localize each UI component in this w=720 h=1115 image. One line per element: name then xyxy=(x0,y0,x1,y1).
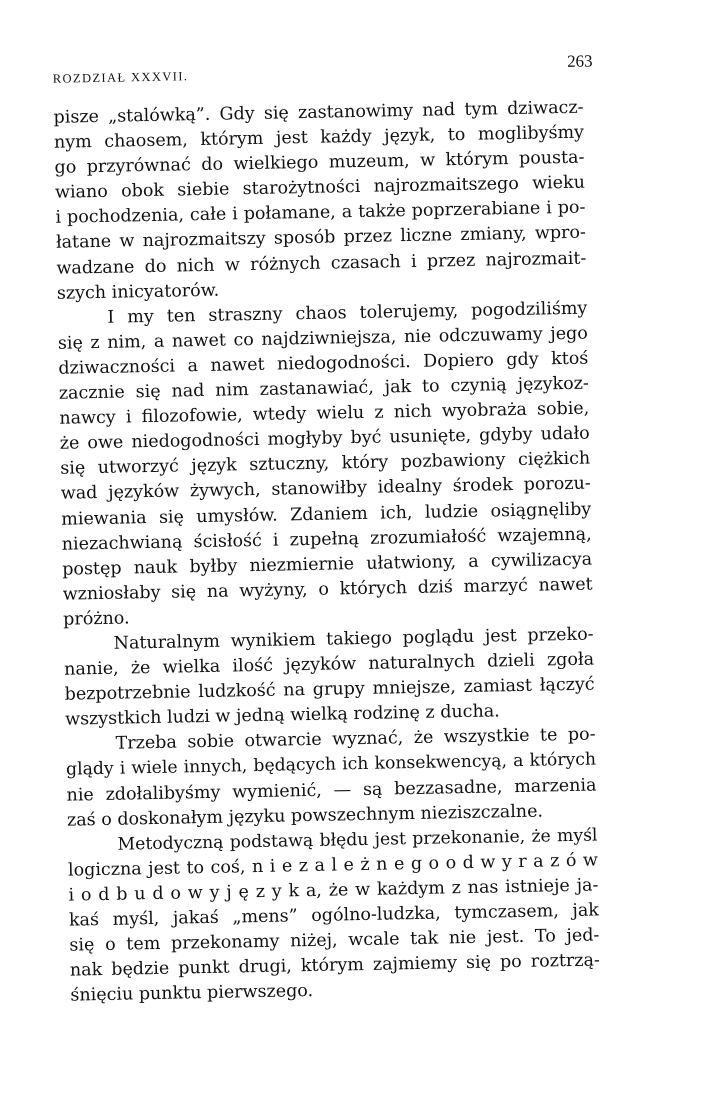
text-line: I my ten straszny chaos tolerujemy, pogodziliśmy xyxy=(107,298,588,328)
running-head: ROZDZIAŁ XXXVII. xyxy=(52,69,189,86)
text-line: się z nim, a nawet co najdziwniejsza, nie odczuwamy jego xyxy=(57,323,588,354)
text-line: wad języków żywych, stanowiłby idealny środek porozu‑ xyxy=(60,473,591,505)
text-line: nawcy i filozofowie, wtedy wielu z nich wyobraża sobie, xyxy=(59,398,590,429)
text-line: i pochodzenia, całe i połamane, a także poprzerabiane i po‑ xyxy=(55,197,586,229)
text-line: nanie, że wielka ilość języków naturalnych dzieli zgoła xyxy=(63,649,595,680)
text-line: dziwaczności a nawet niedogodności. Dopiero gdy ktoś xyxy=(58,348,589,379)
text-line: nym chaosem, którym jest każdy język, to moglibyśmy xyxy=(53,122,585,153)
text-line: bezpotrzebnie ludzkość na grupy mniejsze, zamiast łączyć xyxy=(64,674,595,705)
text-line: go przyrównać do wielkiego muzeum, w którym pousta‑ xyxy=(54,147,585,178)
text-line: glądy i wiele innych, będących ich konsekwencyą, a których xyxy=(65,749,597,781)
text-line: Naturalnym wynikiem takiego poglądu jest przeko‑ xyxy=(113,624,594,654)
text-line: nie zdołalibyśmy wymienić, — są bezzasadne, marzenia xyxy=(66,775,597,806)
text-line: szych inicyatorów. xyxy=(56,280,220,304)
text-line: że owe niedogodności mogłyby być usunięte, gdyby udało xyxy=(59,423,590,454)
page-header xyxy=(52,51,592,91)
text-line: kaś myśl, jakaś „mens” ogólno‑ludzka, tymczasem, jak xyxy=(68,900,600,931)
text-line: i o d b u d o w y j ę z y k a, że w każdym z nas istnieje ja‑ xyxy=(68,875,599,906)
text-line: wszystkich ludzi w jedną wielką rodzinę z ducha. xyxy=(64,701,500,730)
text-line: próżno. xyxy=(63,608,130,630)
text-line: Trzeba sobie otwarcie wyznać, że wszystkie te po‑ xyxy=(115,724,596,755)
text-line: wiano obok siebie starożytności najrozmaitszego wieku xyxy=(54,172,586,204)
text-line: wadzane do nich w różnych czasach i przez najrozmait‑ xyxy=(56,248,587,279)
text-line: się utworzyć język sztuczny, który pozbawiony ciężkich xyxy=(60,448,591,480)
text-line: Metodyczną podstawą błędu jest przekonanie, że myśl xyxy=(117,825,598,855)
text-line: niezachwianą ścisłość i zupełną zrozumiałość wzajemną, xyxy=(61,524,592,555)
text-line: śnięciu punktu pierwszego. xyxy=(70,981,314,1006)
text-line: nak będzie punkt drugi, którym zajmiemy się po roztrzą‑ xyxy=(69,950,601,981)
body-text xyxy=(53,96,600,1009)
text-line: pisze „stalówką”. Gdy się zastanowimy nad tym dziwacz‑ xyxy=(53,97,584,128)
text-line: zaś o doskonałym języku powszechnym nieziszczalne. xyxy=(66,801,544,831)
text-line: miewania się umysłów. Zdaniem ich, ludzie osiągnęliby xyxy=(61,499,592,530)
text-line: wzniosłaby się na wyżyny, o których dziś marzyć nawet xyxy=(62,574,593,605)
text-line: się o tem przekonamy niżej, wcale tak nie jest. To jed‑ xyxy=(69,925,600,956)
text-line: logiczna jest to coś, n i e z a l e ż n e g o o d w y r a z ó w xyxy=(67,850,599,881)
page-number: 263 xyxy=(566,51,593,71)
text-line: łatane w najrozmaitszy sposób przez liczne zmiany, wpro‑ xyxy=(55,223,587,254)
text-line: zacznie się nad nim zastanawiać, jak to czynią językoz‑ xyxy=(58,373,589,404)
text-line: postęp nauk byłby niezmiernie ułatwiony, a cywilizacya xyxy=(62,549,593,580)
